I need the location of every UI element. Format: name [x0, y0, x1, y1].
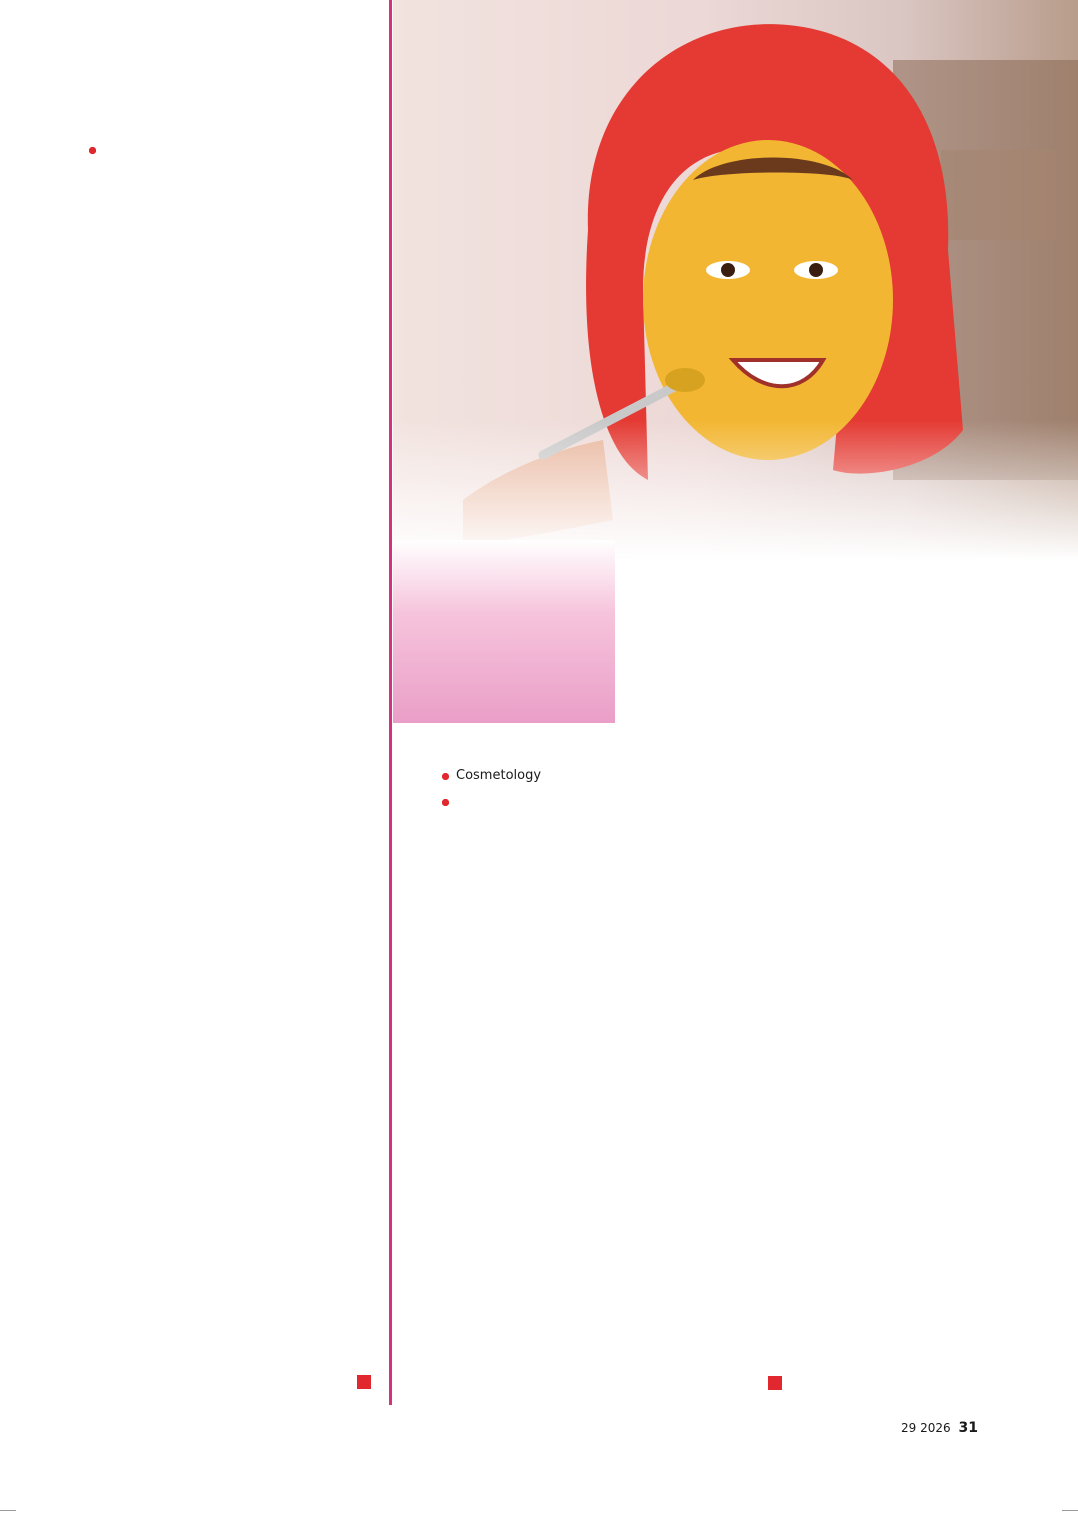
left-column — [87, 128, 374, 138]
author-byline — [768, 1373, 980, 1401]
article-title-box — [393, 540, 615, 723]
crop-mark — [0, 1510, 16, 1511]
issue-day: 29 — [901, 1421, 917, 1435]
photo-fade — [393, 420, 1078, 560]
end-of-column-marker — [357, 1375, 371, 1389]
article-body — [440, 752, 975, 790]
article-intro — [635, 566, 975, 568]
byline-marker — [768, 1376, 782, 1390]
crop-mark — [1062, 1510, 1078, 1511]
cosmetology-term: Cosmetology — [456, 768, 542, 783]
page-footer — [838, 1418, 978, 1438]
issue-year: 2026 — [920, 1421, 951, 1435]
tips-list — [440, 764, 975, 788]
column-rule — [389, 0, 392, 1405]
tip-item — [440, 764, 975, 788]
article-photo — [393, 0, 1078, 560]
page-number: 31 — [958, 1420, 978, 1436]
